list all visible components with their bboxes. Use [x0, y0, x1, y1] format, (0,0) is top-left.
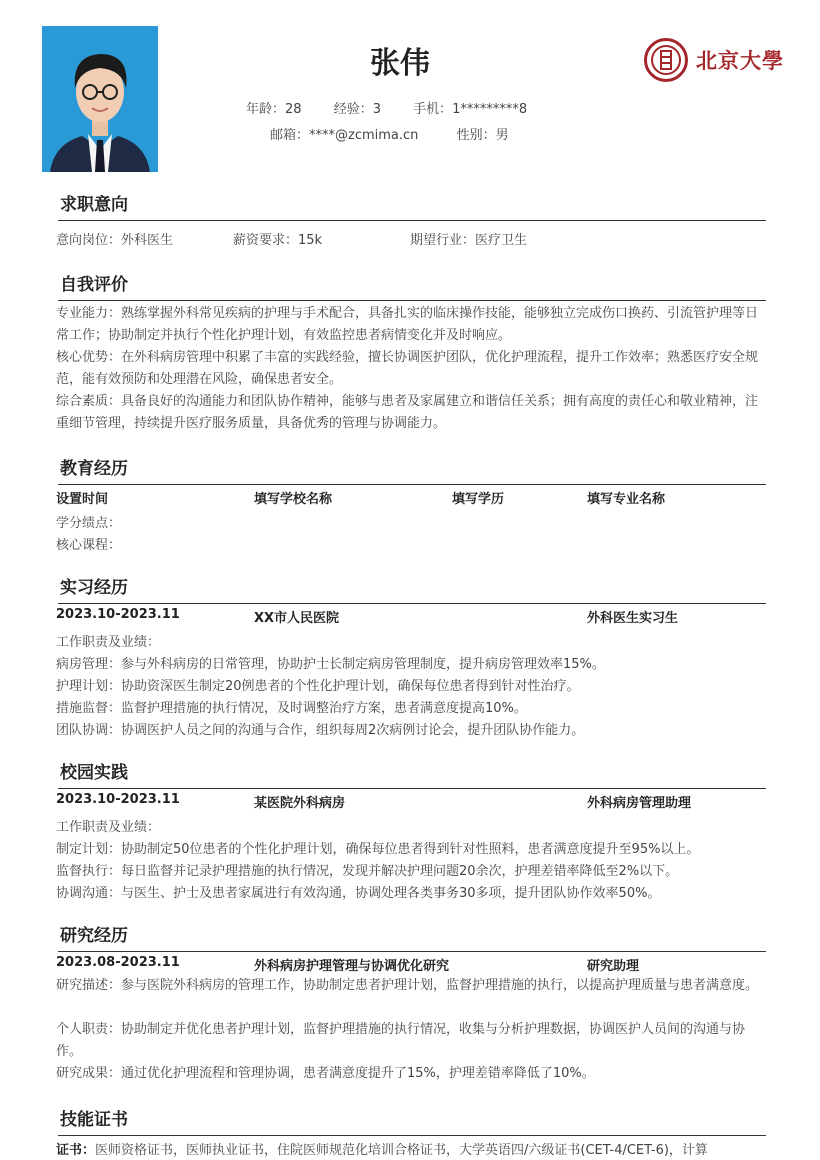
research-responsibility: 个人职责：协助制定并优化患者护理计划，监督护理措施的执行情况，收集与分析护理数据，协调医护人员间的沟通与协作。	[56, 1022, 746, 1059]
section-title-education: 教育经历	[58, 454, 766, 485]
intern-duty-label: 工作职责及业绩：	[56, 635, 161, 650]
research-role: 研究助理	[587, 959, 640, 974]
campus-time: 2023.10-2023.11	[56, 792, 180, 807]
section-title-skills: 技能证书	[58, 1105, 766, 1136]
section-title-intent: 求职意向	[58, 190, 766, 221]
skills-label: 证书：	[56, 1143, 96, 1158]
edu-gpa: 学分绩点：	[56, 516, 122, 531]
age-label: 年龄：	[246, 102, 286, 117]
intern-role: 外科医生实习生	[587, 611, 679, 626]
info-row-1	[246, 98, 527, 117]
phone-value: 1*********8	[452, 102, 528, 117]
intern-org: XX市人民医院	[254, 611, 340, 626]
intern-line-3: 措施监督：监督护理措施的执行情况，及时调整治疗方案，患者满意度提高10%。	[56, 701, 527, 716]
gender-value: 男	[495, 128, 509, 143]
intern-time: 2023.10-2023.11	[56, 607, 180, 622]
experience-value: 3	[372, 102, 381, 117]
intent-salary: 薪资要求：15k	[233, 233, 323, 248]
edu-degree: 填写学历	[452, 492, 505, 507]
campus-line-2: 监督执行：每日监督并记录护理措施的执行情况，发现并解决护理问题20余次，护理差错率降低至2%以下。	[56, 864, 679, 879]
phone-label: 手机：	[413, 102, 453, 117]
section-title-campus: 校园实践	[58, 758, 766, 789]
campus-line-1: 制定计划：协助制定50位患者的个性化护理计划，确保每位患者得到针对性照料，患者满意度提升至95%以上。	[56, 842, 700, 857]
campus-line-3: 协调沟通：与医生、护士及患者家属进行有效沟通，协调处理各类事务30多项，提升团队协作效率50%。	[56, 886, 661, 901]
intern-line-2: 护理计划：协助资深医生制定20例患者的个性化护理计划，确保每位患者得到针对性治疗。	[56, 679, 580, 694]
research-time: 2023.08-2023.11	[56, 955, 180, 970]
campus-role: 外科病房管理助理	[587, 796, 692, 811]
email-label: 邮箱：	[270, 128, 310, 143]
info-row-2	[270, 124, 509, 143]
edu-school: 填写学校名称	[254, 492, 333, 507]
research-results: 研究成果：通过优化护理流程和管理协调，患者满意度提升了15%，护理差错率降低了10%。	[56, 1066, 595, 1081]
intern-line-1: 病房管理：参与外科病房的日常管理，协助护士长制定病房管理制度，提升病房管理效率15%。	[56, 657, 605, 672]
edu-time: 设置时间	[56, 492, 109, 507]
intern-line-4: 团队协调：协调医护人员之间的沟通与合作，组织每周2次病例讨论会，提升团队协作能力。	[56, 723, 585, 738]
campus-duty-label: 工作职责及业绩：	[56, 820, 161, 835]
email-value: ****@zcmima.cn	[309, 128, 419, 143]
research-description: 研究描述：参与医院外科病房的管理工作，协助制定患者护理计划，监督护理措施的执行，以提高护理质量与患者满意度。	[56, 978, 759, 993]
edu-major: 填写专业名称	[587, 492, 666, 507]
campus-org: 某医院外科病房	[254, 796, 346, 811]
research-project: 外科病房护理管理与协调优化研究	[254, 959, 450, 974]
skills-certificates	[56, 1139, 708, 1158]
edu-courses: 核心课程：	[56, 538, 122, 553]
gender-label: 性别：	[456, 128, 496, 143]
section-title-research: 研究经历	[58, 921, 766, 952]
experience-label: 经验：	[333, 102, 373, 117]
intent-position: 意向岗位：外科医生	[56, 233, 174, 248]
section-title-internship: 实习经历	[58, 573, 766, 604]
self-eval-professional: 专业能力：熟练掌握外科常见疾病的护理与手术配合，具备扎实的临床操作技能，能够独立完成伤口换药、引流管护理等日常工作；协助制定并执行个性化护理计划，有效监控患者病情变化并及时响应。	[56, 306, 759, 343]
age-value: 28	[285, 102, 302, 117]
self-eval-strengths: 核心优势：在外科病房管理中积累了丰富的实践经验，擅长协调医护团队，优化护理流程，提升工作效率；熟悉医疗安全规范，能有效预防和处理潜在风险，确保患者安全。	[56, 350, 759, 387]
university-logo	[644, 36, 794, 84]
logo-text: 北京大學	[696, 48, 784, 73]
section-title-self-eval: 自我评价	[58, 270, 766, 301]
skills-text: 医师资格证书，医师执业证书，住院医师规范化培训合格证书，大学英语四/六级证书(CET-4/CET-6)，计算	[95, 1143, 708, 1158]
seal-icon	[644, 38, 688, 82]
candidate-name: 张伟	[370, 46, 430, 81]
intent-industry: 期望行业：医疗卫生	[410, 233, 528, 248]
self-eval-qualities: 综合素质：具备良好的沟通能力和团队协作精神，能够与患者及家属建立和谐信任关系；拥有高度的责任心和敬业精神，注重细节管理，持续提升医疗服务质量，具备优秀的管理与协调能力。	[56, 394, 759, 431]
